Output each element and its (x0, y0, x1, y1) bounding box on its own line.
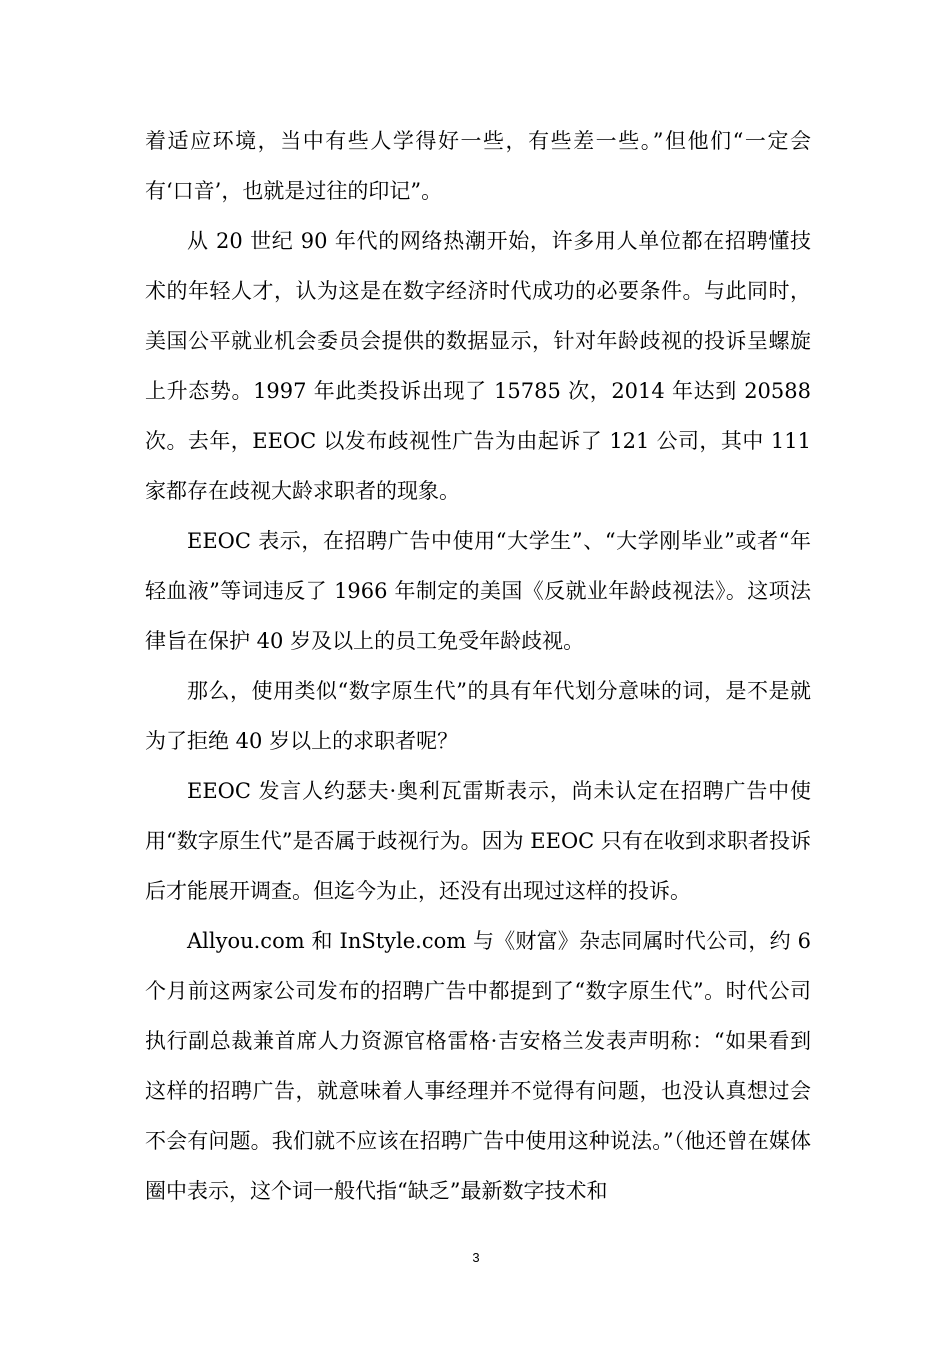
paragraph-question: 那么，使用类似“数字原生代”的具有年代划分意味的词，是不是就为了拒绝 40 岁以上的求职者呢？ (145, 679, 811, 753)
paragraph-time-inc: Allyou.com 和 InStyle.com 与《财富》杂志同属时代公司，约 6 个月前这两家公司发布的招聘广告中都提到了“数字原生代”。时代公司执行副总裁兼首席人力资源官格雷格·吉安格兰发表声明称：“如果看到这样的招聘广告，就意味着人事经理并不觉得有问题，也没认真想过会不会有问题。我们就不应该在招聘广告中使用这种说法。”（他还曾在媒体圈中表示，这个词一般代指“缺乏”最新数字技术和 (145, 929, 811, 1203)
paragraph-eeoc-spokesperson: EEOC 发言人约瑟夫·奥利瓦雷斯表示，尚未认定在招聘广告中使用“数字原生代”是否属于歧视行为。因为 EEOC 只有在收到求职者投诉后才能展开调查。但迄今为止，还没有出现过这样的投诉。 (145, 779, 811, 903)
body-text (145, 116, 811, 1216)
page-number: 3 (472, 1250, 480, 1265)
paragraph-eeoc-statement: EEOC 表示，在招聘广告中使用“大学生”、“大学刚毕业”或者“年轻血液”等词违反了 1966 年制定的美国《反就业年龄歧视法》。这项法律旨在保护 40 岁及以上的员工免受年龄歧视。 (145, 529, 811, 653)
paragraph-age-discrimination-stats: 从 20 世纪 90 年代的网络热潮开始，许多用人单位都在招聘懂技术的年轻人才，认为这是在数字经济时代成功的必要条件。与此同时，美国公平就业机会委员会提供的数据显示，针对年龄歧视的投诉呈螺旋上升态势。1997 年此类投诉出现了 15785 次，2014 年达到 20588 次。去年，EEOC 以发布歧视性广告为由起诉了 121 公司，其中 111 家都存在歧视大龄求职者的现象。 (145, 229, 811, 503)
paragraph-continuation: 着适应环境，当中有些人学得好一些，有些差一些。”但他们“一定会有‘口音’，也就是过往的印记”。 (145, 129, 811, 203)
